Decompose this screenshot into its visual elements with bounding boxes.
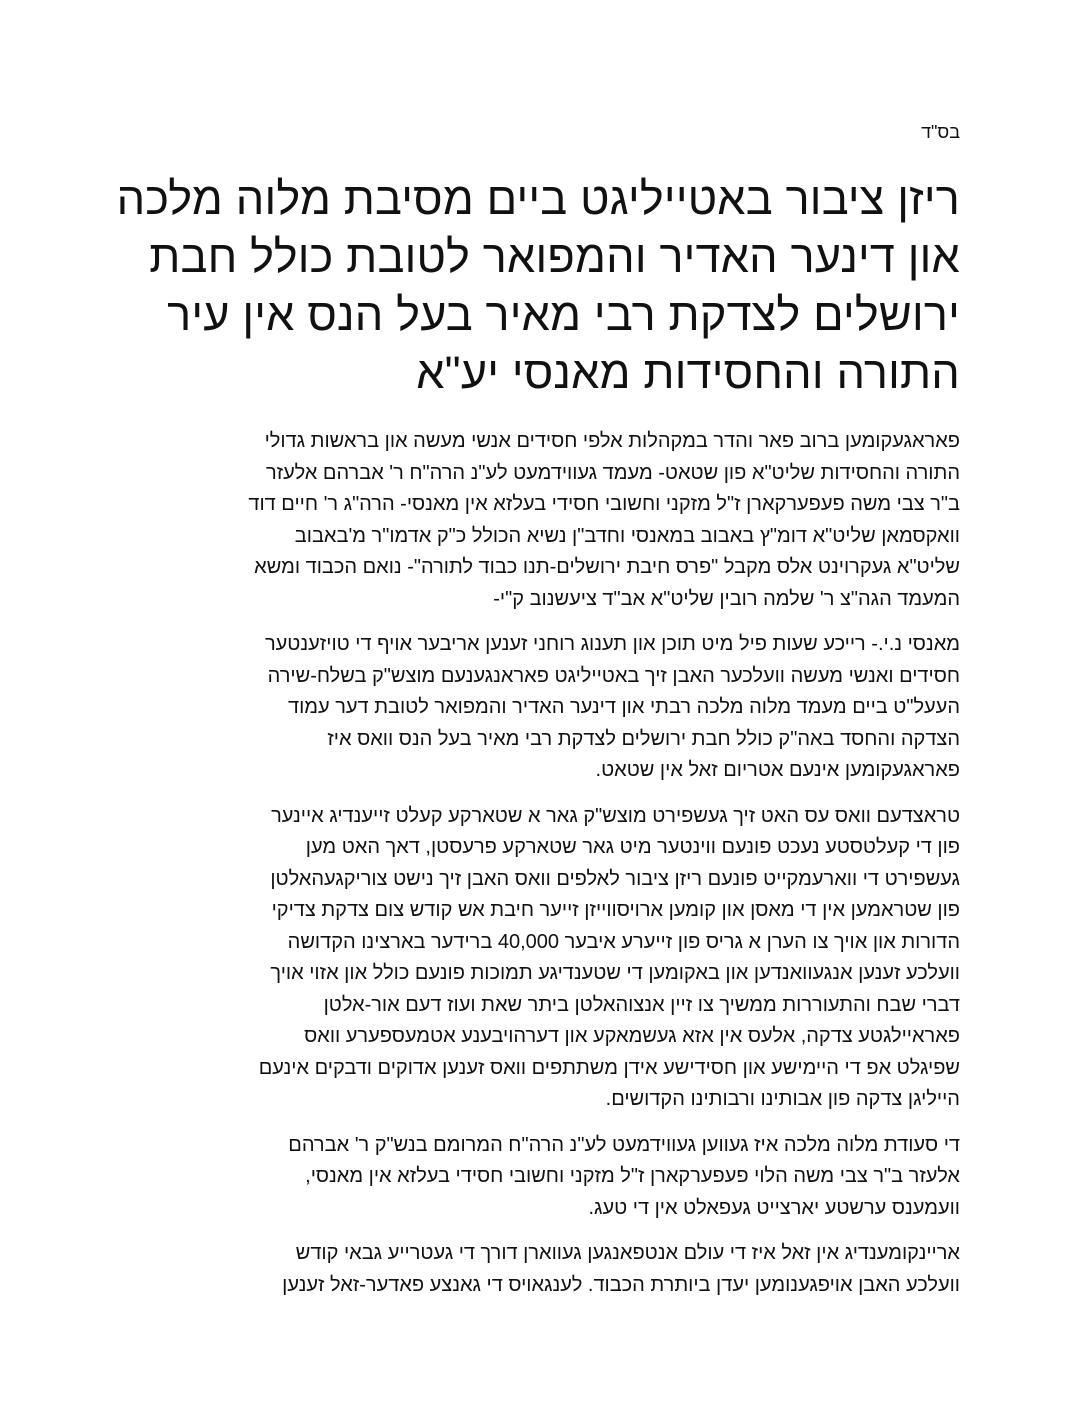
paragraph-5: [150, 1238, 960, 1301]
paragraph-1: [150, 426, 960, 615]
text-line: ב"ר צבי משה פעפערקארן ז"ל מזקני וחשובי חסידי בעלזא אין מאנסי- הרה"ג ר' חיים דוד: [248, 493, 960, 515]
article-body: [150, 426, 960, 1301]
text-line: דברי שבח והתעוררות ממשיך צו זיין אנצוהאלטן ביתר שאת ועוז דעם אור-אלטן: [323, 993, 960, 1016]
article-title: [116, 170, 960, 402]
text-line: שליט"א געקרוינט אלס מקבל "פרס חיבת ירושלים-תנו כבוד לתורה"- נואם הכבוד ומשא: [254, 556, 960, 578]
text-line: העעל"ט ביים מעמד מלוה מלכה רבתי און דינער האדיר והמפואר לטובת דער עמוד: [288, 696, 960, 718]
text-line: וועלכע האבן אויפגענומען יעדן ביותרת הכבוד. לענגאויס די גאנצע פאדער-זאל זענען: [282, 1273, 960, 1296]
text-line: פאראגעקומען ברוב פאר והדר במקהלות אלפי חסידים אנשי מעשה און בראשות גדולי: [264, 430, 960, 452]
text-line: וועמענס ערשטע יארצייט געפאלט אין די טעג.: [588, 1196, 960, 1219]
text-line: פאראיילגטע צדקה, אלעס אין אזא געשמאקע און דערהויבענע אטמעספערע וואס: [304, 1025, 960, 1047]
title-line: התורה והחסידות מאנסי יע"א: [416, 347, 960, 398]
text-line: פון די קעלטסטע נעכט פונעם ווינטער מיט גאר שטארקע פרעסטן, דאך האט מען: [305, 836, 960, 858]
text-line: מאנסי נ.י.- רייכע שעות פיל מיט תוכן און תענוג רוחני זענען אריבער אויף די טויזענטער: [264, 633, 960, 655]
title-line: ירושלים לצדקת רבי מאיר בעל הנס אין עיר: [167, 289, 960, 340]
title-line: און דינער האדיר והמפואר לטובת כולל חבת: [149, 231, 960, 282]
text-line: די סעודת מלוה מלכה איז געווען געווידמעט לע"נ הרה"ח המרומם בנש"ק ר' אברהם: [288, 1133, 960, 1156]
text-line: הצדקה והחסד באה"ק כולל חבת ירושלים לצדקת רבי מאיר בעל הנס וואס איז: [327, 727, 960, 750]
document-page: [116, 120, 960, 1315]
text-line: אריינקומענדיג אין זאל איז די עולם אנטפאנגען געווארן דורך די געטרייע גבאי קודש: [295, 1242, 960, 1264]
text-line: געשפירט די ווארעמקייט פונעם ריזן ציבור לאלפים וואס האבן זיך נישט צוריקגעהאלטן: [270, 867, 960, 890]
text-line: וועלכע זענען אנגעוואנדען און באקומען די שטענדיגע תמוכות פונעם כולל און אזוי אויך: [270, 962, 960, 984]
text-line: פאראגעקומען אינעם אטריום זאל אין שטאט.: [595, 759, 960, 781]
text-line: טראצדעם וואס עס האט זיך געשפירט מוצש"ק גאר א שטארקע קעלט זייענדיג איינער: [271, 804, 960, 827]
bsd-header: בס"ד: [921, 122, 960, 142]
text-line: הייליגן צדקה פון אבותינו ורבותינו הקדושים.: [605, 1088, 960, 1110]
text-line: המעמד הגה"צ ר' שלמה רובין שליט"א אב"ד ציעשנוב ק"י-: [493, 587, 960, 610]
text-line: אלעזר ב"ר צבי משה הלוי פעפערקארן ז"ל מזקני וחשובי חסידי בעלזא אין מאנסי,: [305, 1165, 960, 1187]
text-line: התורה והחסידות שליט"א פון שטאט- מעמד געווידמעט לע"נ הרה"ח ר' אברהם אלעזר: [266, 461, 960, 484]
paragraph-2: [150, 629, 960, 787]
text-line: שפיגלט אפ די היימישע און חסידישע אידן משתתפים וואס זענען אדוקים ודבקים אינעם: [258, 1056, 960, 1079]
text-line: הדורות און אויך צו הערן א גריס פון זייערע איבער 40,000 ברידער בארצינו הקדושה: [287, 930, 960, 953]
paragraph-4: [150, 1130, 960, 1225]
text-line: פון שטראמען אין די מאסן און קומען ארויסווייזן זייער חיבת אש קודש צום צדקת צדיקי: [271, 899, 960, 921]
text-line: וואקסמאן שליט"א דומ"ץ באבוב במאנסי וחדב"ן נשיא הכולל כ"ק אדמו"ר מ'באבוב: [294, 524, 960, 547]
text-line: חסידים ואנשי מעשה וועלכער האבן זיך באטייליגט פאראנגענעם מוצש"ק בשלח-שירה: [267, 664, 960, 687]
title-line: ריזן ציבור באטייליגט ביים מסיבת מלוה מלכה: [116, 173, 960, 224]
paragraph-3: [150, 801, 960, 1116]
